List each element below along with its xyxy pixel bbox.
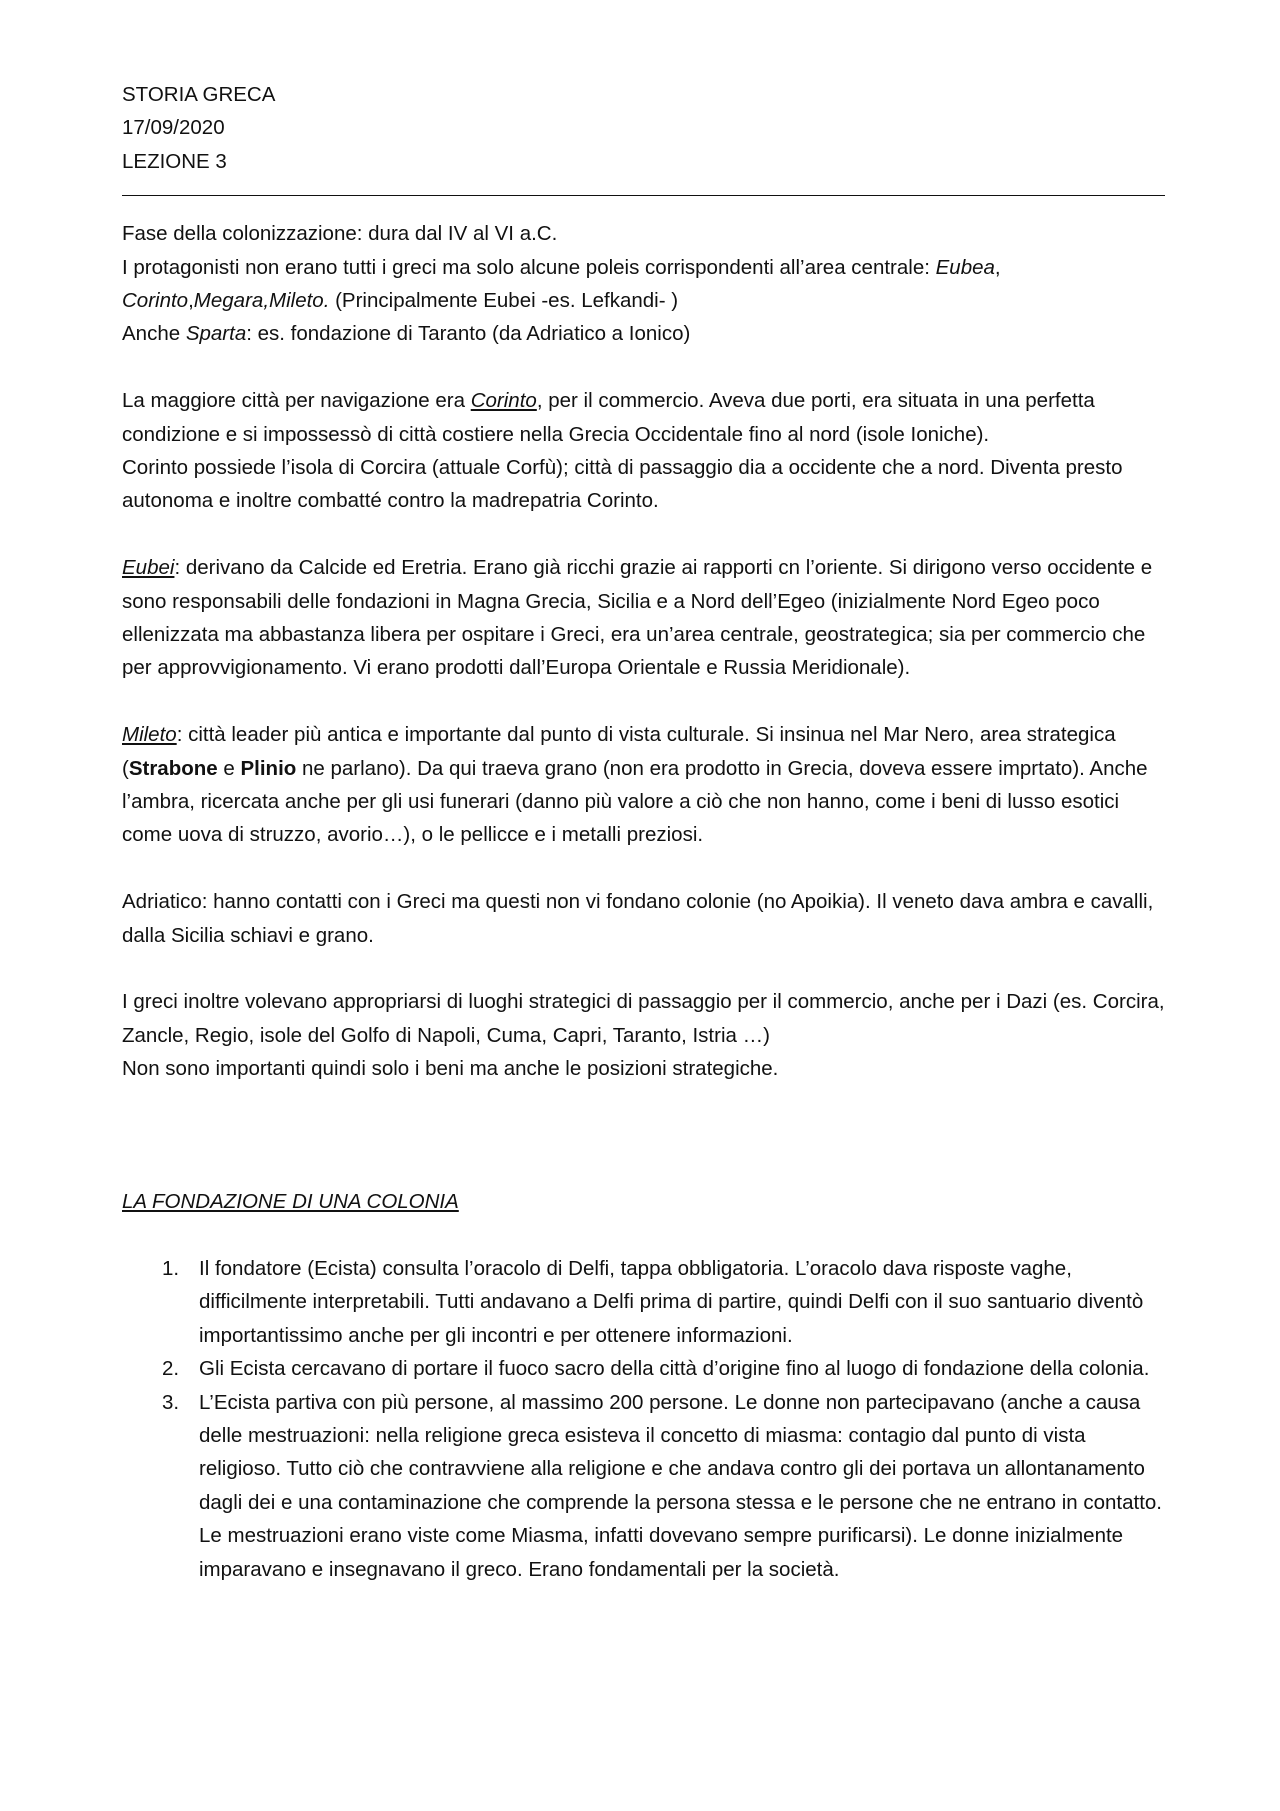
section-title: LA FONDAZIONE DI UNA COLONIA (122, 1190, 459, 1214)
list-number: 3. (162, 1390, 180, 1414)
separator: , (994, 255, 1001, 279)
term-corinto-underlined: Corinto (470, 389, 537, 413)
list-number: 1. (162, 1256, 180, 1280)
text-span: Anche (122, 322, 186, 346)
text-span: (Principalmente Eubei -es. Lefkandi- ) (329, 289, 679, 313)
term-megara: Megara (193, 289, 264, 313)
paragraph-corinto (122, 384, 1165, 518)
paragraph-eubei (122, 551, 1165, 685)
text-span: I greci inoltre volevano appropriarsi di luoghi strategici di passaggio per il commercio, anche per i Dazi (es. Corcira, Zancle, Regio, isole del Golfo di Napoli, Cuma, Capri, Taranto, Istria …) (122, 990, 1165, 1047)
list-item (122, 1386, 1165, 1586)
header-divider (122, 195, 1165, 196)
text-span: e (217, 756, 241, 780)
term-plinio: Plinio (240, 756, 297, 780)
list-item-text: Gli Ecista cercavano di portare il fuoco sacro della città d’origine fino al luogo di fondazione della colonia. (199, 1357, 1150, 1381)
term-corinto: Corinto (122, 289, 189, 313)
term-mileto-underlined: Mileto (122, 723, 177, 747)
list-item (122, 1352, 1165, 1385)
list-number: 2. (162, 1357, 180, 1381)
lesson-date: 17/09/2020 (122, 116, 225, 140)
text-span: ne parlano). Da qui traeva grano (non era prodotto in Grecia, doveva essere imprtato). Anche l’ambra, ricercata anche per gli usi funerari (danno più valore a ciò che non hanno, come i beni di lusso esotici come uova di struzzo, avorio…), o le pellicce e i metalli preziosi. (122, 756, 1148, 847)
text-span: La maggiore città per navigazione era (122, 389, 471, 413)
document-header (122, 78, 1165, 178)
separator: , (188, 289, 194, 313)
text-span: I protagonisti non erano tutti i greci ma solo alcune poleis corrispondenti all’area centrale: (122, 255, 936, 279)
text-span: : derivano da Calcide ed Eretria. Erano già ricchi grazie ai rapporti cn l’oriente. Si dirigono verso occidente e sono responsabili delle fondazioni in Magna Grecia, Sicilia e a Nord dell’Egeo (inizialmente Nord Egeo poco ellenizzata ma abbastanza libera per ospitare i Greci, era un’area centrale, geostrategica; sia per commercio che per approvvigionamento. Vi erano prodotti dall’Europa Orientale e Russia Meridionale). (122, 556, 1153, 680)
spacer (122, 1119, 1165, 1185)
foundation-steps-list (122, 1252, 1165, 1586)
paragraph-adriatico: Adriatico: hanno contatti con i Greci ma questi non vi fondano colonie (no Apoikia). Il veneto dava ambra e cavalli, dalla Sicilia schiavi e grano. (122, 890, 1154, 947)
paragraph-strategic-places (122, 985, 1165, 1085)
term-sparta: Sparta (185, 322, 247, 346)
term-mileto: Mileto. (269, 289, 330, 313)
paragraph-colonization (122, 217, 1165, 351)
list-item-text: L’Ecista partiva con più persone, al massimo 200 persone. Le donne non partecipavano (anche a causa delle mestruazioni: nella religione greca esisteva il concetto di miasma: contagio dal punto di vista religioso. Tutto ciò che contravviene alla religione e che andava contro gli dei portava un allontanamento dagli dei e una contaminazione che comprende la persona stessa e le persone che ne entrano in contatto. Le mestruazioni erano viste come Miasma, infatti dovevano sempre purificarsi). Le donne inizialmente imparavano e insegnavano il greco. Erano fondamentali per la società. (199, 1390, 1162, 1581)
text-span: Fase della colonizzazione: dura dal IV al VI a.C. (122, 222, 558, 246)
term-eubei: Eubei (122, 556, 175, 580)
text-span: Corinto possiede l’isola di Corcira (attuale Corfù); città di passaggio dia a occidente che a nord. Diventa presto autonoma e inoltre combatté contro la madrepatria Corinto. (122, 456, 1123, 513)
separator: , (263, 289, 270, 313)
text-span: , per il commercio. Aveva due porti, era situata in una perfetta condizione e si impossessò di città costiere nella Grecia Occidentale fino al nord (isole Ioniche). (122, 389, 1095, 446)
term-eubea: Eubea (935, 255, 995, 279)
text-span: Non sono importanti quindi solo i beni ma anche le posizioni strategiche. (122, 1057, 779, 1081)
text-span: : città leader più antica e importante dal punto di vista culturale. Si insinua nel Mar Nero, area strategica ( (122, 723, 1116, 780)
lesson-number: LEZIONE 3 (122, 149, 227, 173)
list-item (122, 1252, 1165, 1352)
course-title: STORIA GRECA (122, 83, 276, 106)
list-item-text: Il fondatore (Ecista) consulta l’oracolo di Delfi, tappa obbligatoria. L’oracolo dava risposte vaghe, difficilmente interpretabili. Tutti andavano a Delfi prima di partire, quindi Delfi con il suo santuario diventò importantissimo anche per gli incontri e per ottenere informazioni. (199, 1256, 1144, 1347)
paragraph-mileto (122, 718, 1165, 852)
text-span: : es. fondazione di Taranto (da Adriatico a Ionico) (246, 322, 691, 346)
term-strabone: Strabone (128, 756, 218, 780)
